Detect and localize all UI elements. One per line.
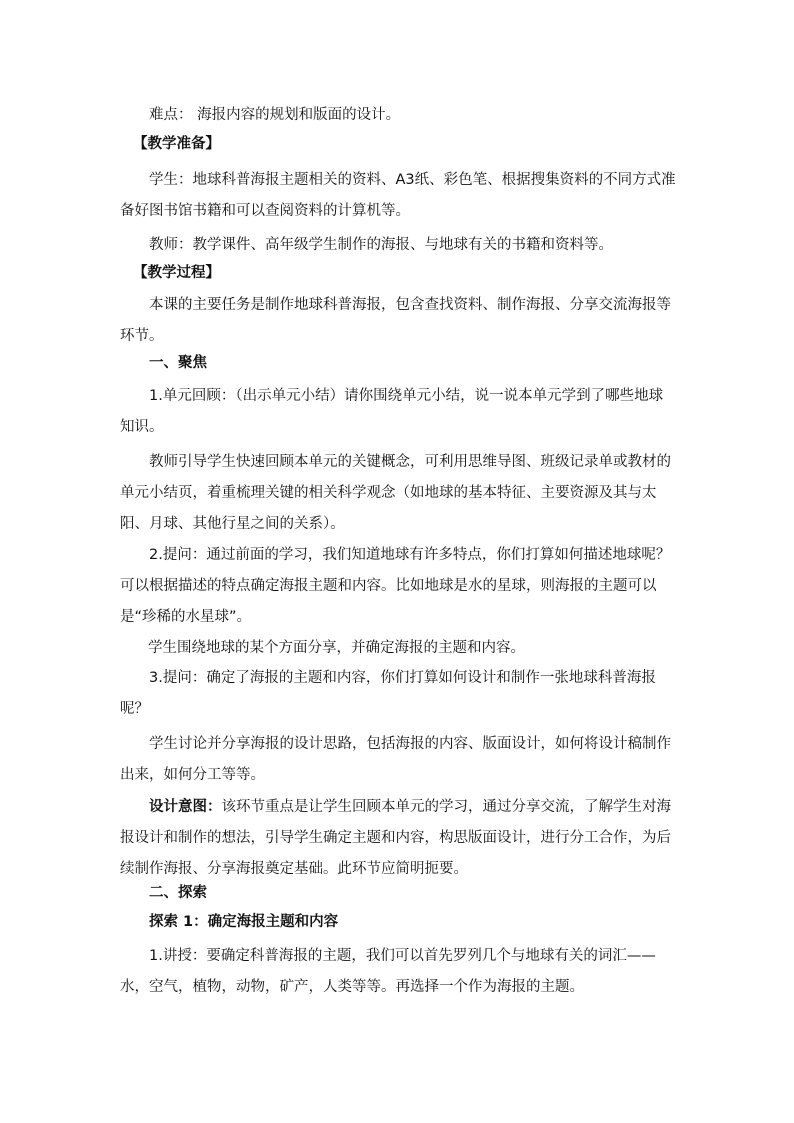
prep-students-text: 学生：地球科普海报主题相关的资料、A3纸、彩色笔、根据搜集资料的不同方式准备好图书馆书籍和可以查阅资料的计算机等。 (120, 172, 676, 219)
s2-lecture-text: 1.讲授：要确定科普海报的主题，我们可以首先罗列几个与地球有关的词汇——水，空气，植物，动物，矿产，人类等等。再选择一个作为海报的主题。 (120, 948, 656, 995)
section2-heading: 二、探索 (149, 885, 207, 901)
process-heading: 【教学过程】 (133, 265, 220, 281)
s1-discussion-text: 学生讨论并分享海报的设计思路，包括海报的内容、版面设计，如何将设计稿制作出来，如何分工等等。 (120, 736, 671, 783)
prep-heading: 【教学准备】 (133, 136, 220, 152)
section1-heading: 一、聚焦 (149, 355, 207, 371)
s1-question-text: 2.提问：通过前面的学习，我们知道地球有许多特点，你们打算如何描述地球呢？可以根据描述的特点确定海报主题和内容。比如地球是水的星球，则海报的主题可以是“珍稀的水星球”。 (120, 547, 671, 625)
explore1-heading: 探索 1：确定海报主题和内容 (149, 914, 339, 930)
s1-student-share-text: 学生围绕地球的某个方面分享，并确定海报的主题和内容。 (148, 640, 525, 656)
difficulty-text: 难点： 海报内容的规划和版面的设计。 (149, 107, 401, 123)
design-intent-text: 该环节重点是让学生回顾本单元的学习，通过分享交流，了解学生对海报设计和制作的想法，引导学生确定主题和内容，构思版面设计，进行分工合作，为后续制作海报、分享海报奠定基础。此环节应简明扼要。 (120, 799, 671, 877)
design-intent-paragraph (120, 792, 676, 885)
s1-question2-text: 3.提问：确定了海报的主题和内容，你们打算如何设计和制作一张地球科普海报呢？ (120, 670, 656, 717)
s1-teacher-guide-text: 教师引导学生快速回顾本单元的关键概念，可利用思维导图、班级记录单或教材的单元小结页，着重梳理关键的相关科学观念（如地球的基本特征、主要资源及其与太阳、月球、其他行星之间的关系）。 (120, 454, 671, 532)
intro-text: 本课的主要任务是制作地球科普海报，包含查找资料、制作海报、分享交流海报等环节。 (120, 297, 671, 344)
prep-teacher-text: 教师：教学课件、高年级学生制作的海报、与地球有关的书籍和资料等。 (149, 237, 613, 253)
s1-review-text: 1.单元回顾：（出示单元小结）请你围绕单元小结，说一说本单元学到了哪些地球知识。 (120, 388, 664, 435)
design-intent-label: 设计意图： (149, 799, 222, 815)
